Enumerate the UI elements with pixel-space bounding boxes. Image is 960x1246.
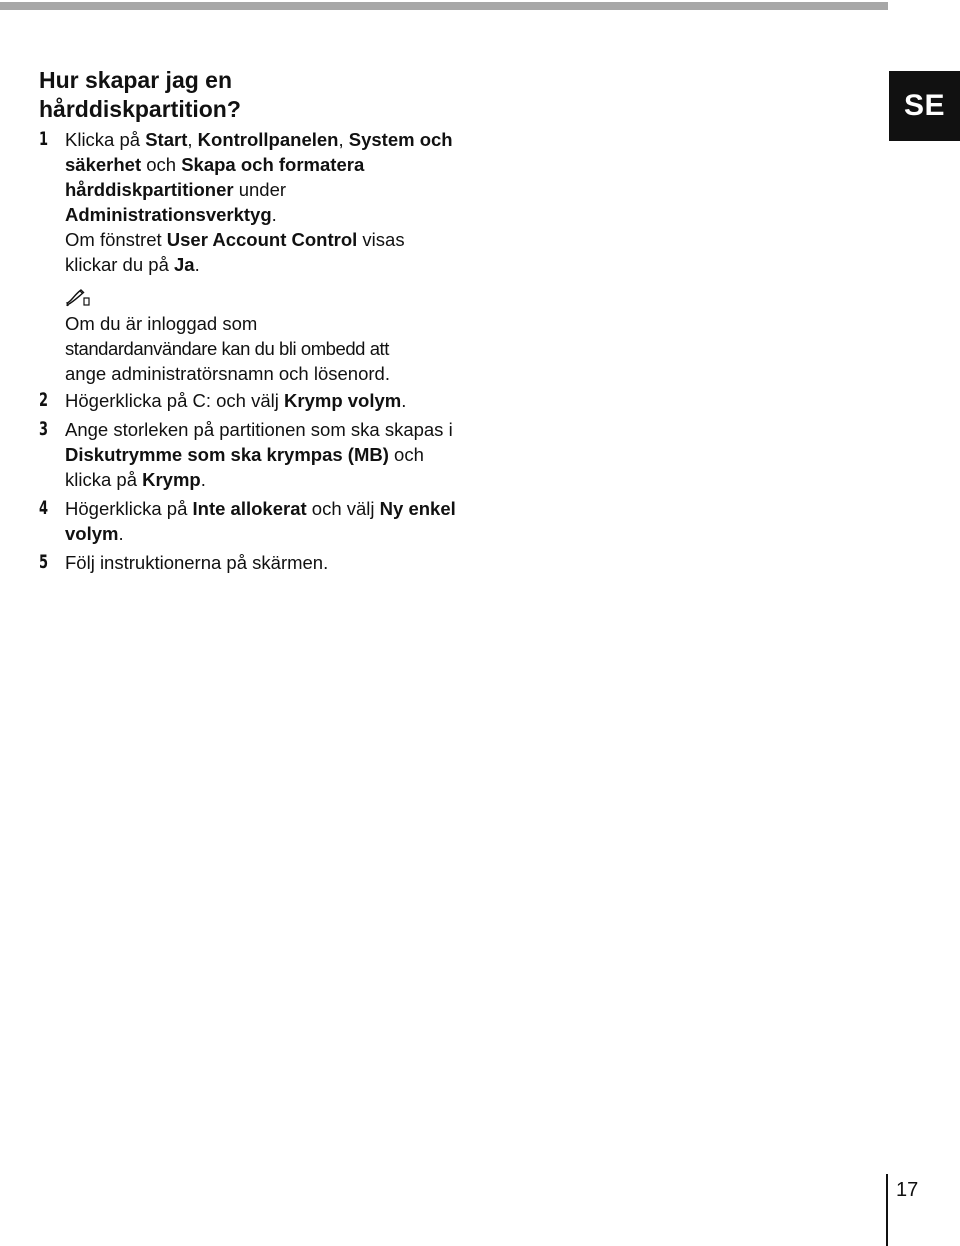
main-content bbox=[39, 66, 459, 579]
section-title bbox=[39, 66, 459, 124]
note-block bbox=[39, 287, 459, 386]
step-text: . bbox=[271, 204, 277, 225]
step-text: och välj bbox=[306, 498, 380, 519]
step-text: Högerklicka på bbox=[65, 498, 193, 519]
step-text: under bbox=[233, 179, 287, 200]
ui-term-unallocated: Inte allokerat bbox=[192, 498, 307, 519]
step-text: . bbox=[401, 390, 407, 411]
step-text: och bbox=[141, 154, 182, 175]
step-3 bbox=[39, 417, 459, 492]
step-1-uac-instruction bbox=[65, 227, 459, 277]
step-1 bbox=[39, 127, 459, 277]
pencil-note-icon-graphic bbox=[65, 287, 91, 307]
ui-term-control-panel: Kontrollpanelen bbox=[197, 129, 339, 150]
step-4-instruction bbox=[65, 496, 459, 546]
step-text: Högerklicka på C: och välj bbox=[65, 390, 285, 411]
step-number: 5 bbox=[39, 552, 49, 573]
step-number: 4 bbox=[39, 498, 49, 519]
step-number: 3 bbox=[39, 419, 49, 440]
step-2-instruction bbox=[65, 388, 459, 413]
step-5 bbox=[39, 550, 459, 575]
ui-term-shrink-volume: Krymp volym bbox=[284, 390, 402, 411]
page-number-rule bbox=[886, 1174, 888, 1246]
step-text: . bbox=[118, 523, 124, 544]
section-title-line1: Hur skapar jag en bbox=[39, 67, 233, 93]
ui-term-shrink: Krymp bbox=[142, 469, 201, 490]
header-rule bbox=[0, 2, 888, 10]
ui-term-admin-tools: Administrationsverktyg bbox=[65, 204, 272, 225]
step-number: 1 bbox=[39, 129, 49, 150]
step-text: visas klickar du på bbox=[65, 229, 405, 275]
step-text: . bbox=[194, 254, 200, 275]
step-text: , bbox=[187, 129, 198, 150]
step-text: , bbox=[338, 129, 349, 150]
ui-term-user-account-control: User Account Control bbox=[166, 229, 358, 250]
step-2 bbox=[39, 388, 459, 413]
step-4 bbox=[39, 496, 459, 546]
page-number: 17 bbox=[896, 1179, 919, 1201]
ui-term-yes: Ja bbox=[174, 254, 195, 275]
pencil-note-icon bbox=[65, 287, 91, 307]
step-text: . bbox=[200, 469, 206, 490]
ui-term-new-simple-volume: Ny enkel volym bbox=[65, 498, 456, 544]
ui-term-shrink-size-field: Diskutrymme som ska krympas (MB) bbox=[65, 444, 389, 465]
step-text: Klicka på bbox=[65, 129, 146, 150]
step-text: och klicka på bbox=[65, 444, 424, 490]
note-line1: Om du är inloggad som bbox=[65, 313, 258, 334]
step-1-instruction bbox=[65, 127, 459, 227]
ui-term-create-format-partitions: Skapa och formatera hårddiskpartitioner bbox=[65, 154, 365, 200]
step-5-instruction: Följ instruktionerna på skärmen. bbox=[65, 552, 329, 573]
ui-term-start: Start bbox=[145, 129, 188, 150]
language-tab-label: SE bbox=[903, 89, 946, 122]
section-title-line2: hårddiskpartition? bbox=[39, 96, 241, 122]
step-text: Ange storleken på partitionen som ska skapas i bbox=[65, 419, 453, 440]
step-3-instruction bbox=[65, 417, 459, 492]
ui-term-system-security: System och säkerhet bbox=[65, 129, 453, 175]
note-line2: standardanvändare kan du bli ombedd att bbox=[65, 338, 389, 359]
note-line3: ange administratörsnamn och lösenord. bbox=[65, 363, 390, 384]
step-number: 2 bbox=[39, 390, 49, 411]
step-text: Om fönstret bbox=[65, 229, 167, 250]
language-tab bbox=[889, 71, 960, 141]
